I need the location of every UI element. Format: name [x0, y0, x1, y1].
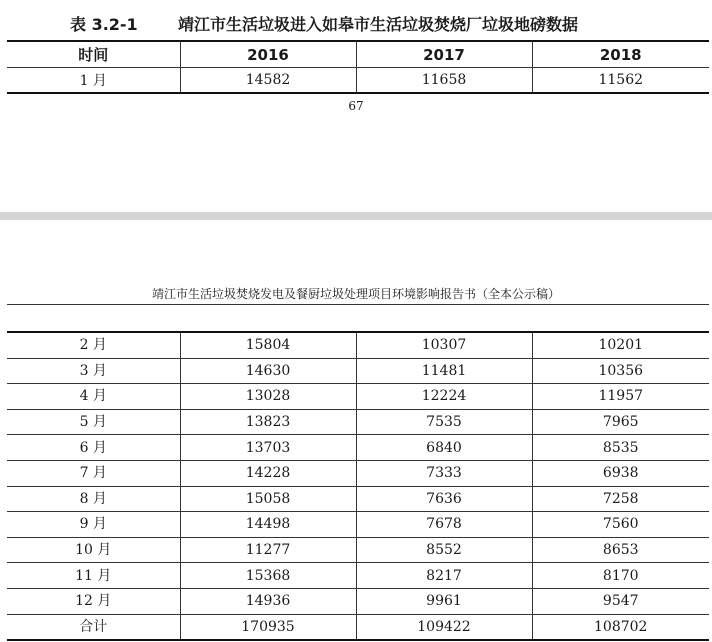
cell-2018: 11562 — [532, 68, 709, 94]
cell-2017: 9961 — [356, 588, 532, 614]
table-row — [7, 384, 709, 410]
cell-2016: 13823 — [180, 409, 356, 435]
table-row — [7, 537, 709, 563]
cell-month: 12 月 — [7, 588, 180, 614]
cell-month: 3 月 — [7, 358, 180, 384]
table-row — [7, 512, 709, 538]
cell-2016: 13703 — [180, 435, 356, 461]
cell-2018: 6938 — [532, 460, 709, 486]
cell-2018: 10201 — [532, 333, 709, 358]
cell-total-2016: 170935 — [180, 614, 356, 640]
table-caption — [0, 12, 712, 38]
table-row — [7, 409, 709, 435]
cell-month: 11 月 — [7, 563, 180, 589]
cell-2018: 8653 — [532, 537, 709, 563]
cell-2016: 14228 — [180, 460, 356, 486]
cell-2017: 7333 — [356, 460, 532, 486]
header-time: 时间 — [7, 41, 180, 68]
table-row — [7, 68, 709, 94]
table-row — [7, 588, 709, 614]
cell-2017: 7636 — [356, 486, 532, 512]
cell-2018: 9547 — [532, 588, 709, 614]
cell-2017: 12224 — [356, 384, 532, 410]
cell-2018: 7258 — [532, 486, 709, 512]
table-row-total — [7, 614, 709, 640]
page-number: 67 — [348, 99, 364, 113]
cell-month: 10 月 — [7, 537, 180, 563]
cell-2016: 15804 — [180, 333, 356, 358]
data-table-page-1 — [7, 40, 709, 94]
cell-2016: 15368 — [180, 563, 356, 589]
cell-month: 2 月 — [7, 333, 180, 358]
table-row — [7, 333, 709, 358]
cell-2017: 10307 — [356, 333, 532, 358]
cell-2018: 10356 — [532, 358, 709, 384]
cell-month: 1 月 — [7, 68, 180, 94]
cell-total-2018: 108702 — [532, 614, 709, 640]
cell-2018: 8535 — [532, 435, 709, 461]
header-2018: 2018 — [532, 41, 709, 68]
header-rule — [7, 304, 709, 305]
cell-2017: 8217 — [356, 563, 532, 589]
cell-2018: 11957 — [532, 384, 709, 410]
table-row — [7, 435, 709, 461]
data-table-page-2 — [7, 333, 709, 641]
cell-2018: 8170 — [532, 563, 709, 589]
header-2016: 2016 — [180, 41, 356, 68]
page-separator — [0, 212, 712, 220]
cell-month: 6 月 — [7, 435, 180, 461]
table-number: 表 3.2-1 — [70, 15, 138, 34]
running-header: 靖江市生活垃圾焚烧发电及餐厨垃圾处理项目环境影响报告书（全本公示稿） — [151, 287, 560, 301]
cell-2016: 14582 — [180, 68, 356, 94]
cell-month: 8 月 — [7, 486, 180, 512]
table-row — [7, 563, 709, 589]
cell-2018: 7965 — [532, 409, 709, 435]
cell-total-2017: 109422 — [356, 614, 532, 640]
cell-2018: 7560 — [532, 512, 709, 538]
cell-2016: 14936 — [180, 588, 356, 614]
table-row — [7, 358, 709, 384]
cell-2016: 14498 — [180, 512, 356, 538]
table-title: 靖江市生活垃圾进入如皋市生活垃圾焚烧厂垃圾地磅数据 — [178, 15, 579, 34]
cell-2017: 7535 — [356, 409, 532, 435]
cell-2016: 11277 — [180, 537, 356, 563]
cell-month: 9 月 — [7, 512, 180, 538]
cell-2017: 11481 — [356, 358, 532, 384]
cell-month: 4 月 — [7, 384, 180, 410]
header-2017: 2017 — [356, 41, 532, 68]
cell-2016: 15058 — [180, 486, 356, 512]
cell-2017: 8552 — [356, 537, 532, 563]
table-row — [7, 486, 709, 512]
cell-total-label: 合计 — [7, 614, 180, 640]
cell-month: 5 月 — [7, 409, 180, 435]
cell-2017: 11658 — [356, 68, 532, 94]
table-row — [7, 460, 709, 486]
cell-2016: 13028 — [180, 384, 356, 410]
cell-month: 7 月 — [7, 460, 180, 486]
cell-2017: 7678 — [356, 512, 532, 538]
table-header-row — [7, 41, 709, 68]
cell-2016: 14630 — [180, 358, 356, 384]
cell-2017: 6840 — [356, 435, 532, 461]
